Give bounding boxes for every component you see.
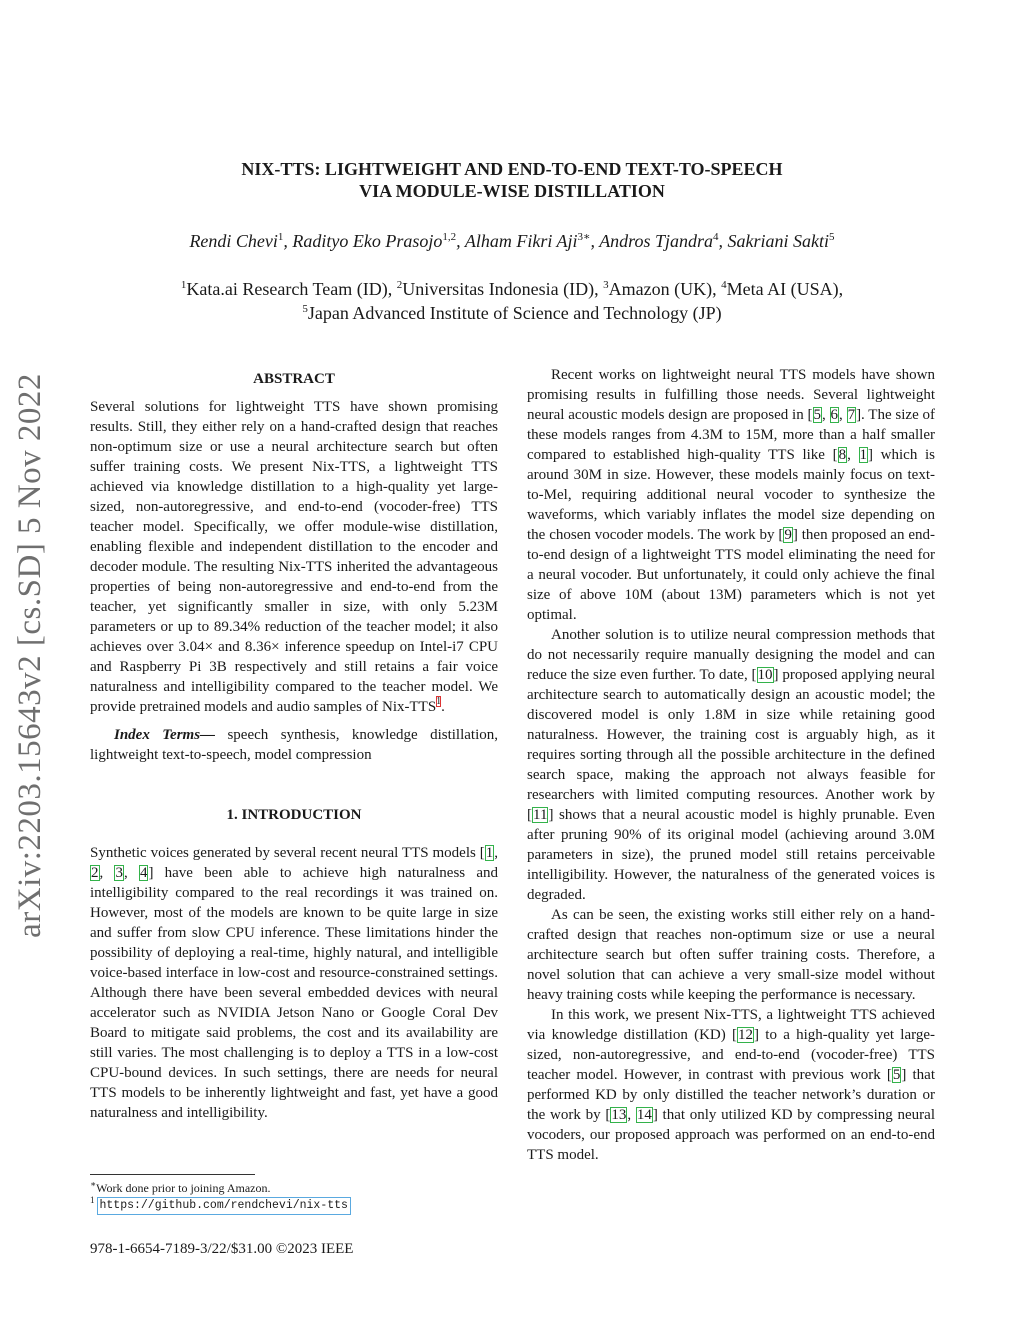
footnote-1: ∗Work done prior to joining Amazon.: [90, 1179, 271, 1195]
index-terms: Index Terms— speech synthesis, knowledge distillation, lightweight text-to-speech, model compression: [90, 727, 499, 763]
citation-link[interactable]: 14: [636, 1107, 652, 1123]
author-sup: 5: [829, 231, 835, 243]
author: Andros Tjandra: [599, 231, 714, 251]
affiliation: Kata.ai Research Team (ID): [186, 279, 388, 299]
affiliation: Universitas Indonesia (ID): [402, 279, 595, 299]
title-line-2: VIA MODULE-WISE DISTILLATION: [359, 181, 665, 201]
body-paragraph: Recent works on lightweight neural TTS models have shown promising results in fulfilling those needs. Several lightweight neural acoustic models design are proposed in [5, 6, 7]. The size of these models ranges from 4.3M to 15M, more than a half smaller compared to established high-quality TTS like [8, 1] which is around 30M in size. However, these models mainly focus on text-to-Mel, requiring additional neural vocoder to synthesize the waveforms, which variably inflates the model size depending on the chosen vocoder models. The work by [9] then proposed an end-to-end design of a lightweight TTS model eliminating the need for a neural vocoder. But unfortunately, it could only achieve the final size of above 10M (about 13M) parameters which is not yet optimal.: [527, 367, 935, 623]
footnote-rule: [90, 1174, 255, 1175]
intro-heading: 1. INTRODUCTION: [226, 807, 362, 823]
citation-link[interactable]: 12: [738, 1027, 754, 1043]
paper-title: [150, 158, 874, 202]
author: Alham Fikri Aji: [464, 231, 578, 251]
affiliation-line-2: $^5$Japan Advanced Institute of Science and Technology (JP): [302, 303, 722, 323]
index-terms-label: Index Terms—: [114, 727, 216, 743]
title-line-1: NIX-TTS: LIGHTWEIGHT AND END-TO-END TEXT-TO-SPEECH: [241, 159, 783, 179]
author: Rendi Chevi: [189, 231, 278, 251]
abstract-heading: ABSTRACT: [253, 371, 335, 387]
citation-link[interactable]: 13: [611, 1107, 627, 1123]
citation-link[interactable]: 8: [838, 447, 847, 463]
arxiv-watermark: [0, 355, 60, 955]
affiliation: Amazon (UK): [608, 279, 713, 299]
right-column: [527, 365, 935, 1165]
affiliation: Japan Advanced Institute of Science and Technology (JP): [307, 303, 722, 323]
abstract-text: Several solutions for lightweight TTS have shown promising results. Still, they either rely on a hand-crafted design that reaches non-optimum size or use a neural architecture search but often suffer training costs. We present Nix-TTS, a lightweight TTS achieved via knowledge distillation to a high-quality yet large-sized, non-autoregressive, and end-to-end (vocoder-free) TTS teacher model. Specifically, we offer module-wise distillation, enabling flexible and independent distillation to the encoder and decoder module. The resulting Nix-TTS inherited the advantageous properties of being non-autoregressive and end-to-end from the teacher, yet significantly smaller in size, with only 5.23M parameters or up to 89.34% reduction of the teacher model; it also achieves over 3.04× and 8.36× inference speedup on Intel-i7 CPU and Raspberry Pi 3B respectively and still retains a fair voice naturalness and intelligibility compared to the teacher model. We provide pretrained models and audio samples of Nix-TTS$^1$.: [90, 399, 498, 715]
footnote-link[interactable]: 1: [436, 696, 442, 707]
github-link[interactable]: https://github.com/rendchevi/nix-tts: [97, 1197, 351, 1215]
citation-link[interactable]: 9: [784, 527, 792, 543]
footnotes: [90, 1174, 498, 1215]
body-paragraph: As can be seen, the existing works still either rely on a hand-crafted design that reaches non-optimum size or use a neural architecture search but often suffer training costs. Therefore, a novel solution that can achieve a very small-size model without heavy training costs while keeping the performance is necessary.: [527, 907, 935, 1003]
citation-link[interactable]: 5: [892, 1067, 901, 1083]
affiliation: Meta AI (USA): [726, 279, 839, 299]
body-paragraph: Another solution is to utilize neural compression methods that do not necessarily require manually designing the model and can reduce the size even further. To date, [10] proposed applying neural architecture search to automatically design an acoustic model; the discovered model is only 1.8M in size while retaining good naturalness. However, the training cost is arguably high, as it requires sorting through all the possible architecture in the defined search space, making the approach not always feasible for researchers with limited computing resources. Another work by [11] shows that a neural acoustic model is highly prunable. Even after pruning 90% of its original model (achieving around 3.0M parameters in size), the pruned model still retains perceivable intelligibility. However, the naturalness of the generated voices is degraded.: [527, 627, 935, 903]
affiliations: [90, 277, 934, 325]
author-sup: 1: [277, 231, 284, 243]
citation-link[interactable]: 7: [847, 407, 856, 423]
author: Radityo Eko Prasojo: [292, 231, 443, 251]
citation-link[interactable]: 11: [533, 807, 548, 823]
citation-link[interactable]: 2: [91, 865, 99, 881]
citation-link[interactable]: 10: [757, 667, 773, 683]
citation-link[interactable]: 4: [139, 865, 148, 881]
author-sup: 3∗: [577, 231, 591, 243]
citation-link[interactable]: 5: [813, 407, 821, 423]
footnote-2: $^1$ https://github.com/rendchevi/nix-tts: [90, 1196, 498, 1215]
arxiv-id-text: arXiv:2203.15643v2 [cs.SD] 5 Nov 2022: [11, 372, 48, 938]
citation-link[interactable]: 1: [859, 447, 868, 463]
intro-paragraph: Synthetic voices generated by several recent neural TTS models [1, 2, 3, 4] have been able to achieve high naturalness and intelligibility compared to the real recordings it was trained on. However, most of the models are known to be quite large in size and suffer from slow CPU inference. These limitations hinder the possibility of deploying a real-time, highly natural, and intelligible voice-based interface in low-cost and resource-constrained settings. Although there have been several embedded devices with neural accelerator such as NVIDIA Jetson Nano or Google Coral Dev Board to mitigate said problems, the cost and its availability are still varies. The most challenging is to deploy a TTS in a low-cost CPU-bound devices. In such settings, there are needs for neural TTS models to be inherently lightweight and fast, yet have a good naturalness and intelligibility.: [90, 845, 499, 1121]
copyright-notice: 978-1-6654-7189-3/22/$31.00 ©2023 IEEE: [90, 1241, 354, 1257]
citation-link[interactable]: 1: [485, 845, 494, 861]
citation-link[interactable]: 6: [830, 407, 839, 423]
body-paragraph: In this work, we present Nix-TTS, a lightweight TTS achieved via knowledge distillation (KD) [12] to a high-quality yet large-sized, non-autoregressive, and end-to-end (vocoder-free) TTS teacher model. However, in contrast with previous work [5] that performed KD by only distilled the teacher network’s duration or the work by [13, 14] that only utilized KD by compressing neural vocoders, our proposed approach was performed on an end-to-end TTS model.: [527, 1007, 935, 1163]
author: Sakriani Sakti: [727, 231, 830, 251]
affiliation-line-1: $^1$Kata.ai Research Team (ID), $^2$Universitas Indonesia (ID), $^3$Amazon (UK), $^4$Meta AI (USA),: [180, 279, 844, 299]
author-list: Rendi Chevi$^1$, Radityo Eko Prasojo$^{1,2}$, Alham Fikri Aji$^{3∗}$, Andros Tjandra$^4$, Sakriani Sakti$^5$: [189, 231, 835, 251]
left-column: [90, 365, 498, 1123]
author-sup: 4: [713, 231, 719, 243]
citation-link[interactable]: 3: [115, 865, 123, 881]
author-sup: 1,2: [442, 231, 457, 243]
